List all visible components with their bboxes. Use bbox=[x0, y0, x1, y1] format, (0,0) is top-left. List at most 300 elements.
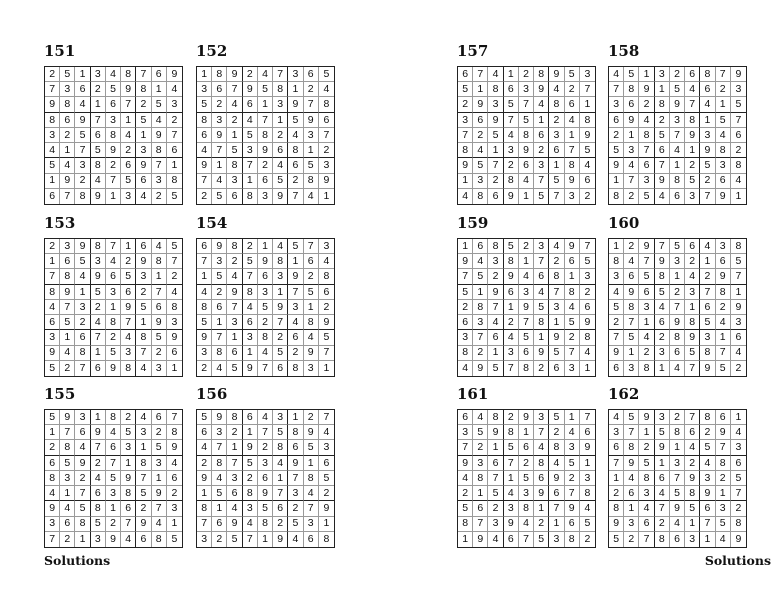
sudoku-cell: 3 bbox=[504, 143, 519, 158]
sudoku-cell: 2 bbox=[212, 97, 227, 112]
sudoku-cell: 7 bbox=[519, 97, 534, 112]
sudoku-cell: 7 bbox=[91, 113, 106, 128]
sudoku-cell: 2 bbox=[273, 517, 288, 532]
sudoku-cell: 4 bbox=[639, 330, 654, 345]
sudoku-cell: 3 bbox=[106, 486, 121, 501]
sudoku-cell: 8 bbox=[473, 300, 488, 315]
sudoku-cell: 7 bbox=[534, 174, 549, 189]
sudoku-cell: 6 bbox=[288, 440, 303, 455]
sudoku-cell: 5 bbox=[624, 410, 639, 425]
sudoku-cell: 5 bbox=[75, 501, 90, 516]
sudoku-cell: 7 bbox=[227, 456, 242, 471]
sudoku-cell: 6 bbox=[716, 254, 731, 269]
sudoku-cell: 7 bbox=[731, 113, 746, 128]
sudoku-cell: 6 bbox=[243, 97, 258, 112]
sudoku-cell: 3 bbox=[152, 456, 167, 471]
sudoku-cell: 6 bbox=[258, 174, 273, 189]
sudoku-cell: 9 bbox=[549, 330, 564, 345]
sudoku-cell: 7 bbox=[75, 361, 90, 376]
sudoku-cell: 6 bbox=[670, 532, 685, 547]
sudoku-cell: 9 bbox=[258, 254, 273, 269]
sudoku-cell: 4 bbox=[534, 285, 549, 300]
sudoku-cell: 9 bbox=[504, 189, 519, 204]
sudoku-cell: 2 bbox=[319, 143, 334, 158]
sudoku-cell: 1 bbox=[519, 189, 534, 204]
sudoku-cell: 2 bbox=[519, 239, 534, 254]
sudoku-cell: 5 bbox=[288, 517, 303, 532]
sudoku-cell: 2 bbox=[258, 440, 273, 455]
sudoku-cell: 6 bbox=[319, 456, 334, 471]
sudoku-cell: 3 bbox=[45, 517, 60, 532]
sudoku-cell: 5 bbox=[731, 471, 746, 486]
sudoku-cell: 1 bbox=[639, 315, 654, 330]
sudoku-cell: 8 bbox=[75, 189, 90, 204]
sudoku-cell: 4 bbox=[731, 425, 746, 440]
sudoku-cell: 9 bbox=[227, 285, 242, 300]
sudoku-cell: 5 bbox=[731, 254, 746, 269]
sudoku-cell: 4 bbox=[91, 315, 106, 330]
sudoku-cell: 1 bbox=[519, 425, 534, 440]
sudoku-cell: 5 bbox=[106, 471, 121, 486]
sudoku-cell: 6 bbox=[624, 269, 639, 284]
sudoku-cell: 8 bbox=[243, 285, 258, 300]
sudoku-cell: 7 bbox=[136, 471, 151, 486]
sudoku-cell: 3 bbox=[549, 128, 564, 143]
sudoku-cell: 9 bbox=[91, 425, 106, 440]
sudoku-cell: 3 bbox=[716, 158, 731, 173]
sudoku-cell: 1 bbox=[75, 532, 90, 547]
sudoku-cell: 3 bbox=[458, 330, 473, 345]
sudoku-cell: 1 bbox=[45, 254, 60, 269]
sudoku-cell: 1 bbox=[716, 330, 731, 345]
sudoku-cell: 9 bbox=[700, 486, 715, 501]
sudoku-cell: 8 bbox=[304, 315, 319, 330]
sudoku-cell: 3 bbox=[319, 440, 334, 455]
sudoku-cell: 4 bbox=[519, 174, 534, 189]
sudoku-cell: 1 bbox=[91, 346, 106, 361]
sudoku-cell: 6 bbox=[685, 67, 700, 82]
sudoku-cell: 6 bbox=[167, 346, 182, 361]
sudoku-cell: 7 bbox=[488, 300, 503, 315]
sudoku-cell: 3 bbox=[731, 440, 746, 455]
sudoku-cell: 9 bbox=[458, 158, 473, 173]
sudoku-cell: 5 bbox=[504, 97, 519, 112]
sudoku-cell: 4 bbox=[473, 254, 488, 269]
sudoku-cell: 5 bbox=[700, 315, 715, 330]
sudoku-cell: 8 bbox=[504, 174, 519, 189]
sudoku-cell: 1 bbox=[624, 346, 639, 361]
sudoku-cell: 8 bbox=[458, 143, 473, 158]
sudoku-cell: 8 bbox=[609, 501, 624, 516]
sudoku-grid bbox=[457, 66, 596, 205]
sudoku-cell: 9 bbox=[91, 269, 106, 284]
sudoku-cell: 9 bbox=[504, 517, 519, 532]
sudoku-cell: 8 bbox=[488, 82, 503, 97]
sudoku-cell: 1 bbox=[580, 97, 595, 112]
sudoku-cell: 1 bbox=[534, 330, 549, 345]
sudoku-cell: 6 bbox=[534, 128, 549, 143]
sudoku-cell: 5 bbox=[106, 346, 121, 361]
sudoku-cell: 9 bbox=[227, 67, 242, 82]
sudoku-cell: 6 bbox=[655, 315, 670, 330]
sudoku-cell: 4 bbox=[639, 113, 654, 128]
sudoku-cell: 1 bbox=[609, 174, 624, 189]
sudoku-cell: 6 bbox=[504, 285, 519, 300]
sudoku-cell: 5 bbox=[258, 82, 273, 97]
sudoku-cell: 7 bbox=[167, 128, 182, 143]
sudoku-cell: 9 bbox=[700, 143, 715, 158]
sudoku-cell: 5 bbox=[473, 269, 488, 284]
sudoku-cell: 5 bbox=[319, 471, 334, 486]
sudoku-cell: 4 bbox=[197, 440, 212, 455]
sudoku-cell: 7 bbox=[549, 501, 564, 516]
sudoku-cell: 3 bbox=[273, 410, 288, 425]
sudoku-cell: 6 bbox=[319, 285, 334, 300]
sudoku-cell: 7 bbox=[227, 82, 242, 97]
sudoku-cell: 9 bbox=[45, 346, 60, 361]
sudoku-cell: 3 bbox=[624, 143, 639, 158]
sudoku-cell: 9 bbox=[565, 174, 580, 189]
sudoku-cell: 5 bbox=[152, 330, 167, 345]
sudoku-cell: 8 bbox=[273, 82, 288, 97]
sudoku-cell: 9 bbox=[609, 517, 624, 532]
sudoku-cell: 4 bbox=[504, 486, 519, 501]
puzzle-number: 154 bbox=[196, 214, 228, 232]
sudoku-cell: 1 bbox=[91, 97, 106, 112]
sudoku-cell: 5 bbox=[731, 97, 746, 112]
sudoku-cell: 3 bbox=[91, 532, 106, 547]
sudoku-cell: 5 bbox=[458, 82, 473, 97]
sudoku-cell: 7 bbox=[670, 471, 685, 486]
sudoku-cell: 2 bbox=[458, 300, 473, 315]
sudoku-cell: 2 bbox=[731, 143, 746, 158]
sudoku-cell: 7 bbox=[549, 285, 564, 300]
sudoku-cell: 2 bbox=[685, 254, 700, 269]
sudoku-cell: 3 bbox=[549, 300, 564, 315]
sudoku-cell: 9 bbox=[243, 361, 258, 376]
sudoku-cell: 4 bbox=[700, 456, 715, 471]
sudoku-cell: 4 bbox=[655, 300, 670, 315]
sudoku-cell: 5 bbox=[519, 113, 534, 128]
sudoku-cell: 6 bbox=[670, 346, 685, 361]
sudoku-cell: 6 bbox=[685, 425, 700, 440]
sudoku-cell: 3 bbox=[258, 285, 273, 300]
sudoku-cell: 4 bbox=[565, 113, 580, 128]
sudoku-cell: 2 bbox=[609, 315, 624, 330]
sudoku-cell: 1 bbox=[685, 300, 700, 315]
sudoku-cell: 4 bbox=[534, 97, 549, 112]
sudoku-cell: 7 bbox=[75, 143, 90, 158]
sudoku-cell: 8 bbox=[258, 128, 273, 143]
sudoku-cell: 1 bbox=[534, 501, 549, 516]
sudoku-cell: 9 bbox=[258, 486, 273, 501]
sudoku-cell: 3 bbox=[227, 471, 242, 486]
sudoku-cell: 5 bbox=[458, 285, 473, 300]
sudoku-cell: 5 bbox=[212, 486, 227, 501]
sudoku-cell: 5 bbox=[171, 533, 178, 546]
sudoku-cell: 1 bbox=[670, 269, 685, 284]
sudoku-cell: 8 bbox=[655, 97, 670, 112]
sudoku-cell: 2 bbox=[167, 486, 182, 501]
sudoku-cell: 1 bbox=[106, 189, 121, 204]
sudoku-cell: 3 bbox=[304, 128, 319, 143]
sudoku-cell: 6 bbox=[60, 113, 75, 128]
sudoku-cell: 4 bbox=[319, 254, 334, 269]
sudoku-cell: 4 bbox=[288, 315, 303, 330]
sudoku-cell: 1 bbox=[243, 425, 258, 440]
sudoku-cell: 6 bbox=[197, 425, 212, 440]
sudoku-cell: 9 bbox=[121, 471, 136, 486]
sudoku-cell: 5 bbox=[504, 239, 519, 254]
sudoku-cell: 2 bbox=[136, 501, 151, 516]
sudoku-cell: 6 bbox=[519, 440, 534, 455]
sudoku-cell: 9 bbox=[731, 300, 746, 315]
sudoku-cell: 2 bbox=[655, 517, 670, 532]
sudoku-cell: 3 bbox=[473, 315, 488, 330]
sudoku-cell: 8 bbox=[227, 239, 242, 254]
sudoku-cell: 3 bbox=[258, 189, 273, 204]
sudoku-cell: 2 bbox=[458, 97, 473, 112]
sudoku-cell: 4 bbox=[549, 239, 564, 254]
sudoku-cell: 4 bbox=[273, 158, 288, 173]
sudoku-cell: 3 bbox=[136, 143, 151, 158]
sudoku-cell: 6 bbox=[655, 143, 670, 158]
sudoku-cell: 2 bbox=[197, 361, 212, 376]
sudoku-cell: 4 bbox=[197, 143, 212, 158]
sudoku-cell: 7 bbox=[319, 410, 334, 425]
sudoku-cell: 4 bbox=[167, 82, 182, 97]
sudoku-cell: 5 bbox=[549, 410, 564, 425]
sudoku-cell: 6 bbox=[197, 128, 212, 143]
sudoku-cell: 8 bbox=[731, 517, 746, 532]
sudoku-cell: 4 bbox=[639, 501, 654, 516]
sudoku-cell: 7 bbox=[319, 128, 334, 143]
sudoku-cell: 7 bbox=[106, 239, 121, 254]
sudoku-cell: 9 bbox=[670, 97, 685, 112]
sudoku-cell: 3 bbox=[655, 67, 670, 82]
sudoku-cell: 7 bbox=[273, 315, 288, 330]
sudoku-cell: 5 bbox=[639, 456, 654, 471]
sudoku-cell: 4 bbox=[319, 425, 334, 440]
sudoku-cell: 6 bbox=[624, 486, 639, 501]
sudoku-cell: 4 bbox=[565, 425, 580, 440]
sudoku-cell: 5 bbox=[655, 128, 670, 143]
sudoku-cell: 9 bbox=[167, 440, 182, 455]
sudoku-cell: 8 bbox=[323, 533, 330, 546]
sudoku-cell: 9 bbox=[624, 456, 639, 471]
sudoku-cell: 7 bbox=[624, 315, 639, 330]
sudoku-cell: 8 bbox=[731, 239, 746, 254]
sudoku-cell: 1 bbox=[197, 67, 212, 82]
sudoku-cell: 3 bbox=[519, 82, 534, 97]
sudoku-cell: 1 bbox=[227, 440, 242, 455]
sudoku-cell: 4 bbox=[458, 361, 473, 376]
sudoku-cell: 9 bbox=[655, 174, 670, 189]
sudoku-cell: 1 bbox=[304, 456, 319, 471]
sudoku-cell: 9 bbox=[488, 285, 503, 300]
sudoku-cell: 6 bbox=[580, 174, 595, 189]
sudoku-cell: 9 bbox=[197, 158, 212, 173]
sudoku-cell: 5 bbox=[685, 501, 700, 516]
sudoku-cell: 1 bbox=[700, 113, 715, 128]
sudoku-cell: 8 bbox=[319, 97, 334, 112]
sudoku-cell: 6 bbox=[458, 67, 473, 82]
sudoku-cell: 5 bbox=[716, 113, 731, 128]
sudoku-cell: 5 bbox=[121, 174, 136, 189]
sudoku-cell: 9 bbox=[136, 158, 151, 173]
sudoku-cell: 5 bbox=[121, 269, 136, 284]
sudoku-cell: 7 bbox=[304, 97, 319, 112]
sudoku-cell: 3 bbox=[565, 440, 580, 455]
sudoku-cell: 7 bbox=[700, 189, 715, 204]
sudoku-cell: 2 bbox=[700, 269, 715, 284]
sudoku-cell: 4 bbox=[273, 239, 288, 254]
sudoku-cell: 8 bbox=[136, 330, 151, 345]
sudoku-cell: 6 bbox=[549, 143, 564, 158]
sudoku-cell: 3 bbox=[106, 113, 121, 128]
sudoku-cell: 2 bbox=[700, 174, 715, 189]
sudoku-cell: 1 bbox=[75, 67, 90, 82]
sudoku-cell: 5 bbox=[91, 143, 106, 158]
sudoku-cell: 9 bbox=[670, 315, 685, 330]
sudoku-cell: 9 bbox=[624, 113, 639, 128]
sudoku-cell: 1 bbox=[91, 410, 106, 425]
sudoku-cell: 5 bbox=[91, 517, 106, 532]
sudoku-cell: 6 bbox=[288, 158, 303, 173]
sudoku-cell: 8 bbox=[136, 82, 151, 97]
sudoku-cell: 4 bbox=[685, 269, 700, 284]
sudoku-cell: 6 bbox=[106, 440, 121, 455]
sudoku-cell: 7 bbox=[534, 254, 549, 269]
sudoku-cell: 5 bbox=[273, 174, 288, 189]
puzzle-number: 159 bbox=[457, 214, 489, 232]
sudoku-cell: 8 bbox=[273, 254, 288, 269]
sudoku-cell: 7 bbox=[212, 440, 227, 455]
sudoku-cell: 5 bbox=[609, 300, 624, 315]
sudoku-cell: 4 bbox=[75, 97, 90, 112]
sudoku-cell: 6 bbox=[167, 471, 182, 486]
sudoku-cell: 1 bbox=[624, 128, 639, 143]
puzzle-number: 153 bbox=[44, 214, 76, 232]
sudoku-cell: 9 bbox=[167, 330, 182, 345]
sudoku-cell: 3 bbox=[212, 113, 227, 128]
sudoku-cell: 2 bbox=[227, 425, 242, 440]
sudoku-cell: 3 bbox=[243, 501, 258, 516]
sudoku-cell: 3 bbox=[609, 269, 624, 284]
sudoku-cell: 2 bbox=[75, 174, 90, 189]
sudoku-cell: 6 bbox=[91, 361, 106, 376]
sudoku-cell: 6 bbox=[227, 189, 242, 204]
sudoku-cell: 9 bbox=[534, 82, 549, 97]
sudoku-cell: 3 bbox=[685, 532, 700, 547]
sudoku-cell: 5 bbox=[639, 269, 654, 284]
sudoku-cell: 1 bbox=[488, 346, 503, 361]
sudoku-cell: 2 bbox=[488, 501, 503, 516]
sudoku-cell: 1 bbox=[136, 440, 151, 455]
sudoku-cell: 7 bbox=[121, 517, 136, 532]
sudoku-cell: 8 bbox=[45, 113, 60, 128]
sudoku-cell: 3 bbox=[319, 239, 334, 254]
puzzle-number: 157 bbox=[457, 42, 489, 60]
sudoku-cell: 6 bbox=[45, 456, 60, 471]
sudoku-cell: 5 bbox=[288, 239, 303, 254]
sudoku-cell: 1 bbox=[580, 456, 595, 471]
sudoku-cell: 9 bbox=[288, 269, 303, 284]
sudoku-cell: 3 bbox=[227, 315, 242, 330]
sudoku-cell: 7 bbox=[685, 361, 700, 376]
sudoku-cell: 7 bbox=[655, 239, 670, 254]
sudoku-cell: 1 bbox=[167, 517, 182, 532]
sudoku-cell: 8 bbox=[580, 113, 595, 128]
sudoku-cell: 1 bbox=[670, 440, 685, 455]
sudoku-cell: 7 bbox=[136, 346, 151, 361]
sudoku-cell: 2 bbox=[624, 532, 639, 547]
sudoku-cell: 1 bbox=[670, 158, 685, 173]
sudoku-cell: 4 bbox=[106, 254, 121, 269]
sudoku-cell: 7 bbox=[258, 361, 273, 376]
sudoku-cell: 7 bbox=[45, 82, 60, 97]
sudoku-cell: 2 bbox=[473, 128, 488, 143]
sudoku-cell: 1 bbox=[273, 471, 288, 486]
sudoku-cell: 1 bbox=[319, 517, 334, 532]
sudoku-cell: 4 bbox=[288, 532, 303, 547]
sudoku-cell: 9 bbox=[639, 239, 654, 254]
sudoku-cell: 8 bbox=[152, 143, 167, 158]
sudoku-cell: 9 bbox=[106, 361, 121, 376]
puzzle-number: 155 bbox=[44, 385, 76, 403]
sudoku-cell: 7 bbox=[45, 532, 60, 547]
sudoku-cell: 3 bbox=[549, 532, 564, 547]
sudoku-cell: 2 bbox=[504, 410, 519, 425]
sudoku-cell: 9 bbox=[319, 501, 334, 516]
sudoku-cell: 3 bbox=[288, 67, 303, 82]
sudoku-cell: 8 bbox=[136, 456, 151, 471]
sudoku-cell: 7 bbox=[60, 189, 75, 204]
sudoku-cell: 8 bbox=[288, 425, 303, 440]
sudoku-cell: 2 bbox=[288, 174, 303, 189]
sudoku-cell: 2 bbox=[45, 67, 60, 82]
sudoku-cell: 1 bbox=[685, 517, 700, 532]
sudoku-cell: 6 bbox=[473, 501, 488, 516]
sudoku-cell: 1 bbox=[258, 97, 273, 112]
sudoku-cell: 5 bbox=[91, 285, 106, 300]
sudoku-cell: 5 bbox=[243, 128, 258, 143]
sudoku-cell: 4 bbox=[273, 456, 288, 471]
sudoku-cell: 9 bbox=[75, 456, 90, 471]
sudoku-cell: 5 bbox=[473, 425, 488, 440]
sudoku-cell: 8 bbox=[685, 486, 700, 501]
sudoku-cell: 2 bbox=[735, 362, 742, 375]
sudoku-cell: 3 bbox=[488, 254, 503, 269]
sudoku-cell: 8 bbox=[273, 440, 288, 455]
sudoku-cell: 6 bbox=[716, 410, 731, 425]
sudoku-cell: 8 bbox=[458, 346, 473, 361]
sudoku-cell: 6 bbox=[504, 532, 519, 547]
sudoku-cell: 8 bbox=[534, 67, 549, 82]
sudoku-cell: 4 bbox=[121, 128, 136, 143]
sudoku-cell: 8 bbox=[519, 361, 534, 376]
sudoku-cell: 2 bbox=[60, 361, 75, 376]
sudoku-cell: 2 bbox=[243, 239, 258, 254]
sudoku-cell: 6 bbox=[227, 486, 242, 501]
sudoku-cell: 9 bbox=[75, 113, 90, 128]
sudoku-cell: 6 bbox=[258, 269, 273, 284]
sudoku-cell: 9 bbox=[197, 471, 212, 486]
sudoku-cell: 2 bbox=[624, 239, 639, 254]
sudoku-cell: 8 bbox=[549, 269, 564, 284]
sudoku-cell: 8 bbox=[60, 97, 75, 112]
sudoku-cell: 3 bbox=[670, 254, 685, 269]
